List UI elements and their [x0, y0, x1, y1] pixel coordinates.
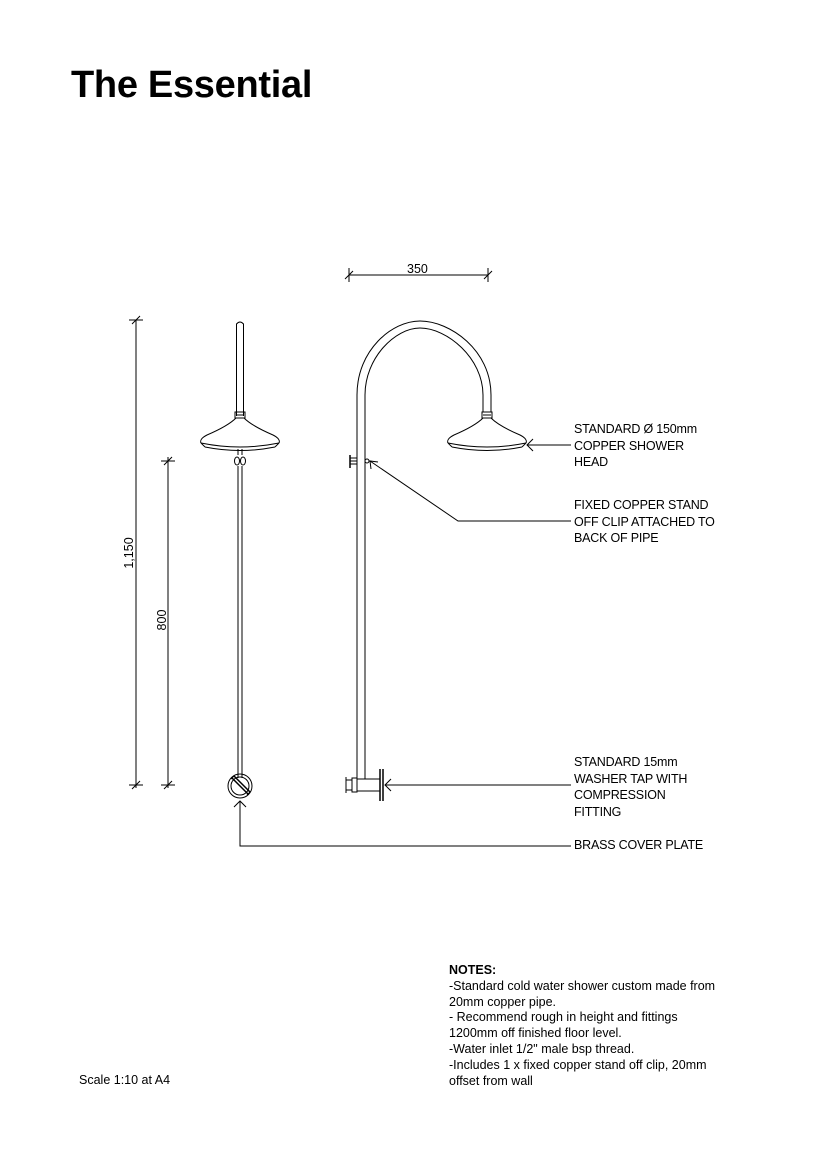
scale-note: Scale 1:10 at A4 [79, 1073, 171, 1087]
callout-line: STANDARD Ø 150mm [574, 422, 697, 436]
leader-shower-head [527, 439, 571, 451]
notes-block [449, 963, 715, 1089]
callout-stand-off-clip [574, 497, 715, 547]
callout-line: FITTING [574, 804, 622, 819]
callout-line: BACK OF PIPE [574, 531, 659, 545]
width-dimension-label: 350 [407, 262, 428, 276]
front-view [201, 322, 280, 798]
callout-line: FIXED COPPER STAND [574, 498, 709, 512]
callout-line: HEAD [574, 455, 608, 469]
callout-shower-head [574, 421, 697, 471]
tap-height-dimension-label: 800 [155, 609, 169, 631]
callout-line: STANDARD 15mm [574, 755, 678, 769]
callout-line: WASHER TAP WITH [574, 771, 688, 786]
callout-line: COMPRESSION [574, 788, 666, 802]
notes-line: -Water inlet 1/2" male bsp thread. [449, 1041, 635, 1056]
callout-cover-plate [574, 837, 703, 854]
leader-washer-tap [385, 779, 571, 791]
notes-line: -Includes 1 x fixed copper stand off clip, 20mm [449, 1057, 707, 1072]
notes-line: 1200mm off finished floor level. [449, 1026, 622, 1041]
page-title: The Essential [71, 64, 313, 106]
notes-line: - Recommend rough in height and fittings [449, 1010, 678, 1025]
notes-line: -Standard cold water shower custom made from [449, 978, 716, 993]
callout-line: OFF CLIP ATTACHED TO [574, 514, 715, 529]
leader-stand-off-clip [370, 461, 571, 521]
callout-line: BRASS COVER PLATE [574, 838, 704, 852]
notes-line: offset from wall [449, 1073, 533, 1088]
side-view [346, 321, 526, 801]
total-height-dimension-label: 1,150 [122, 537, 136, 569]
notes-line: 20mm copper pipe. [449, 994, 557, 1009]
callout-washer-tap [574, 754, 687, 820]
leader-cover-plate [234, 801, 571, 846]
callout-line: COPPER SHOWER [574, 438, 684, 453]
notes-heading: NOTES: [449, 963, 497, 977]
